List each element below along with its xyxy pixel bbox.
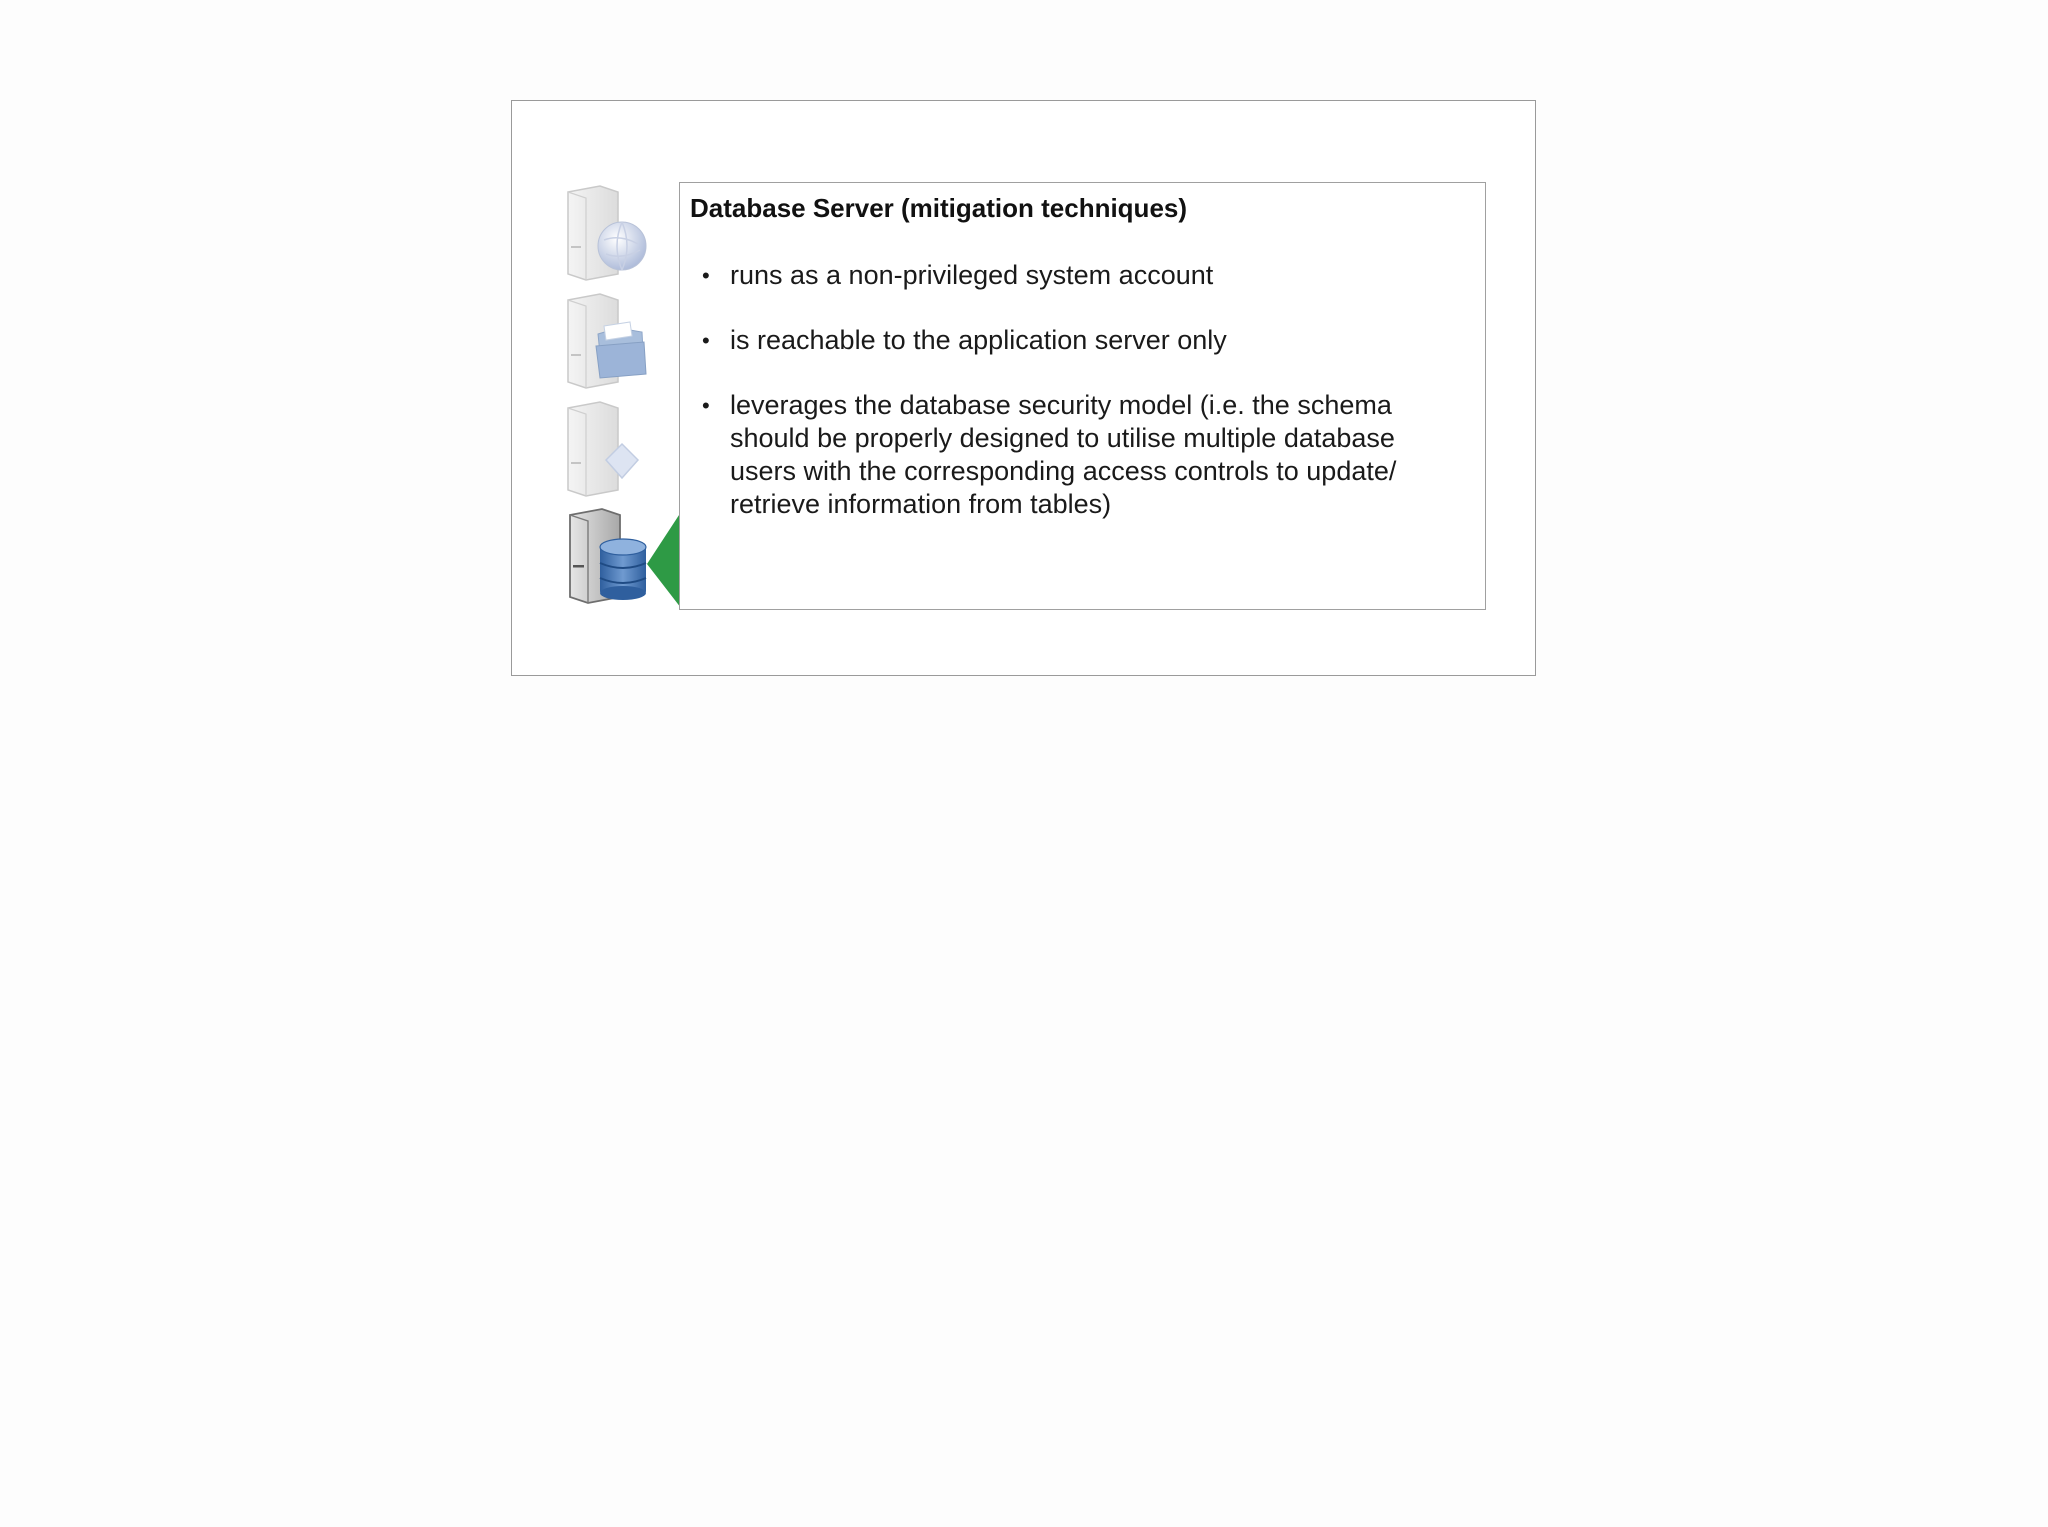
callout-pointer [647,512,681,608]
list-item [680,324,1440,357]
application-server-icon [560,398,650,498]
info-title: Database Server (mitigation techniques) [690,193,1188,223]
info-box [679,182,1486,610]
bullet-text: leverages the database security model (i.e. the schema should be properly designed to utilise multiple database users with the corresponding access controls to update/ retrieve information from tables) [730,390,1397,519]
bullet-dot: • [702,263,710,288]
bullet-dot: • [702,328,710,353]
file-server-icon [560,290,650,390]
list-item [680,259,1440,292]
web-server-icon [560,182,650,282]
list-item [680,389,1440,521]
database-server-icon [562,505,652,605]
bullet-dot: • [702,393,710,418]
bullet-text: runs as a non-privileged system account [730,260,1214,290]
bullet-text: is reachable to the application server only [730,325,1227,355]
bullet-list [680,259,1440,553]
